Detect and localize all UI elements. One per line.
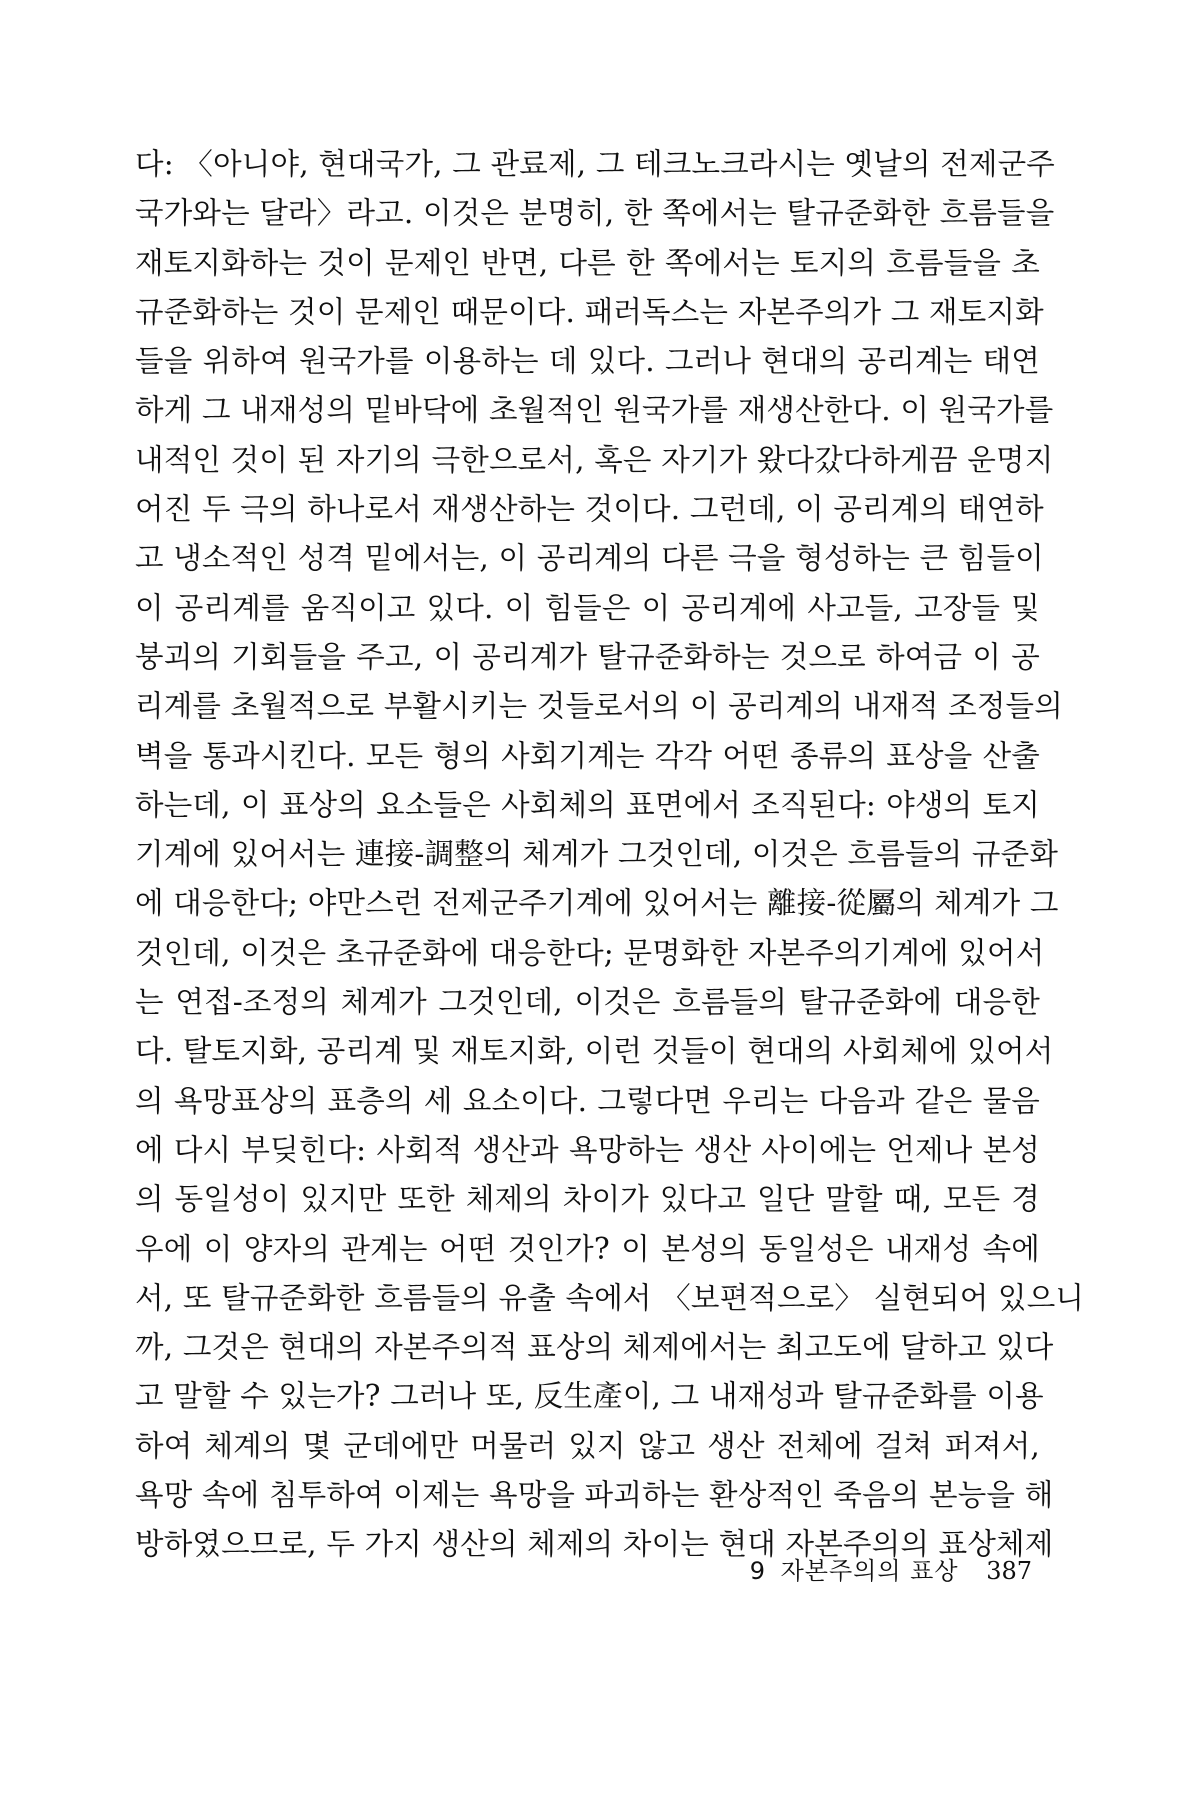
text-line: 방하였으므로, 두 가지 생산의 체제의 차이는 현대 자본주의의 표상체제 <box>135 1527 1054 1562</box>
text-line: 고 말할 수 있는가? 그러나 또, 反生產이, 그 내재성과 탈규준화를 이용 <box>135 1379 1044 1414</box>
text-line: 다. 탈토지화, 공리계 및 재토지화, 이런 것들이 현대의 사회체에 있어서 <box>135 1034 1054 1069</box>
text-line: 이 공리계를 움직이고 있다. 이 힘들은 이 공리계에 사고들, 고장들 및 <box>135 590 1040 625</box>
text-line: 서, 또 탈규준화한 흐름들의 유출 속에서 〈보편적으로〉 실현되어 있으니 <box>135 1280 1085 1315</box>
text-line: 들을 위하여 원국가를 이용하는 데 있다. 그러나 현대의 공리계는 태연 <box>135 344 1040 379</box>
text-line: 규준화하는 것이 문제인 때문이다. 패러독스는 자본주의가 그 재토지화 <box>135 294 1044 329</box>
text-line: 국가와는 달라〉라고. 이것은 분명히, 한 쪽에서는 탈규준화한 흐름들을 <box>135 196 1055 231</box>
chapter-number: 9 <box>749 1557 765 1585</box>
text-line: 에 대응한다; 야만스런 전제군주기계에 있어서는 離接-從屬의 체계가 그 <box>135 886 1059 921</box>
text-line: 욕망 속에 침투하여 이제는 욕망을 파괴하는 환상적인 죽음의 본능을 해 <box>135 1478 1054 1513</box>
text-line: 것인데, 이것은 초규준화에 대응한다; 문명화한 자본주의기계에 있어서 <box>135 935 1045 970</box>
text-line: 하게 그 내재성의 밑바닥에 초월적인 원국가를 재생산한다. 이 원국가를 <box>135 393 1054 428</box>
text-line: 는 연접-조정의 체계가 그것인데, 이것은 흐름들의 탈규준화에 대응한 <box>135 985 1040 1020</box>
body-text <box>135 140 1085 1570</box>
text-line: 기계에 있어서는 連接-調整의 체계가 그것인데, 이것은 흐름들의 규준화 <box>135 837 1059 872</box>
text-line: 의 동일성이 있지만 또한 체제의 차이가 있다고 일단 말할 때, 모든 경 <box>135 1182 1040 1217</box>
chapter-title: 자본주의의 표상 <box>780 1557 959 1585</box>
text-line: 고 냉소적인 성격 밑에서는, 이 공리계의 다른 극을 형성하는 큰 힘들이 <box>135 541 1044 576</box>
page-footer <box>750 1556 1032 1586</box>
page-number: 387 <box>986 1557 1032 1585</box>
text-line: 의 욕망표상의 표층의 세 요소이다. 그렇다면 우리는 다음과 같은 물음 <box>135 1083 1040 1118</box>
text-line: 에 다시 부딪힌다: 사회적 생산과 욕망하는 생산 사이에는 언제나 본성 <box>135 1132 1040 1167</box>
text-line: 하여 체계의 몇 군데에만 머물러 있지 않고 생산 전체에 걸쳐 퍼져서, <box>135 1428 1040 1463</box>
text-line: 우에 이 양자의 관계는 어떤 것인가? 이 본성의 동일성은 내재성 속에 <box>135 1231 1040 1266</box>
text-line: 까, 그것은 현대의 자본주의적 표상의 체제에서는 최고도에 달하고 있다 <box>135 1330 1054 1365</box>
text-line: 벽을 통과시킨다. 모든 형의 사회기계는 각각 어떤 종류의 표상을 산출 <box>135 738 1040 773</box>
text-line: 재토지화하는 것이 문제인 반면, 다른 한 쪽에서는 토지의 흐름들을 초 <box>135 245 1040 280</box>
text-line: 리계를 초월적으로 부활시키는 것들로서의 이 공리계의 내재적 조정들의 <box>135 689 1063 724</box>
text-line: 다: 〈아니야, 현대국가, 그 관료제, 그 테크노크라시는 옛날의 전제군주 <box>135 147 1056 181</box>
text-line: 붕괴의 기회들을 주고, 이 공리계가 탈규준화하는 것으로 하여금 이 공 <box>135 639 1040 674</box>
text-line: 하는데, 이 표상의 요소들은 사회체의 표면에서 조직된다: 야생의 토지 <box>135 787 1040 822</box>
text-line: 어진 두 극의 하나로서 재생산하는 것이다. 그런데, 이 공리계의 태연하 <box>135 492 1044 527</box>
text-line: 내적인 것이 된 자기의 극한으로서, 혹은 자기가 왔다갔다하게끔 운명지 <box>135 442 1054 477</box>
